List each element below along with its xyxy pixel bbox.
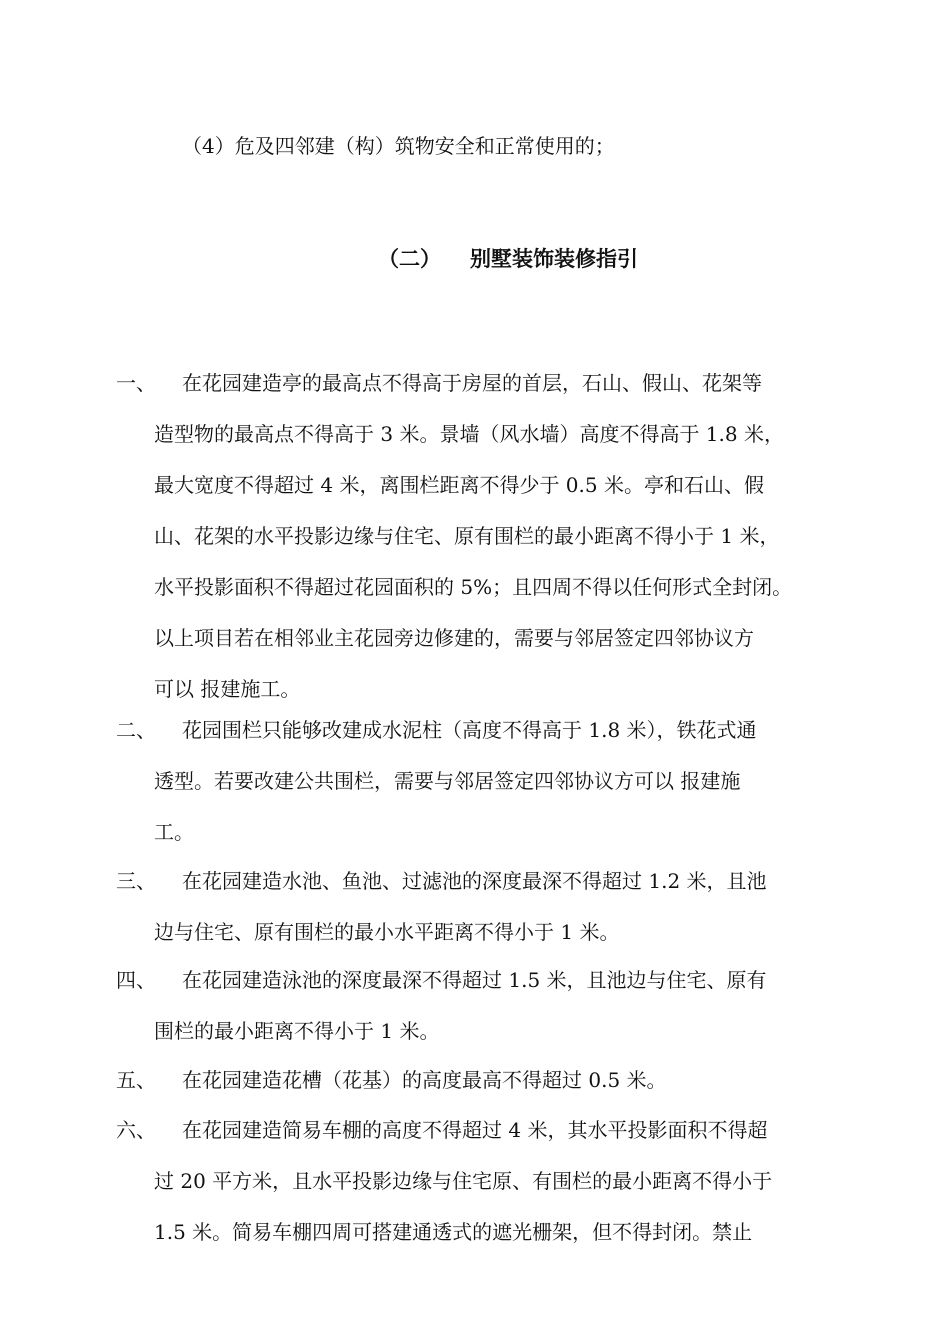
clause-line: 1.5 米。简易车棚四周可搭建通透式的遮光栅架，但不得封闭。禁止 [154,1220,753,1244]
clause-line: 造型物的最高点不得高于 3 米。景墙（风水墙）高度不得高于 1.8 米， [154,422,784,446]
clause-line: 可以 报建施工。 [154,677,301,701]
clause-line: 透型。若要改建公共围栏，需要与邻居签定四邻协议方可以 报建施 [154,769,741,793]
clause-line: 在花园建造水池、鱼池、过滤池的深度最深不得超过 1.2 米，且池 [182,869,767,893]
section-number: （二） [378,247,441,271]
clause-marker: 一、 [116,371,156,395]
clause-line: 花园围栏只能够改建成水泥柱（高度不得高于 1.8 米），铁花式通 [182,718,757,742]
clause-marker: 六、 [116,1118,156,1142]
clause-marker: 三、 [116,869,156,893]
clause-line: 在花园建造亭的最高点不得高于房屋的首层，石山、假山、花架等 [182,371,762,395]
section-title: 别墅装饰装修指引 [470,247,638,271]
clause-marker: 四、 [116,968,156,992]
clause-line: 在花园建造简易车棚的高度不得超过 4 米，其水平投影面积不得超 [182,1118,768,1142]
clause-line: 过 20 平方米，且水平投影边缘与住宅原、有围栏的最小距离不得小于 [154,1169,773,1193]
intro-item: （4）危及四邻建（构）筑物安全和正常使用的； [182,134,615,158]
clause-line: 在花园建造花槽（花基）的高度最高不得超过 0.5 米。 [182,1068,667,1092]
clause-line: 工。 [154,820,194,844]
clause-marker: 二、 [116,718,156,742]
clause-line: 边与住宅、原有围栏的最小水平距离不得小于 1 米。 [154,920,620,944]
clause-line: 水平投影面积不得超过花园面积的 5%；且四周不得以任何形式全封闭。 [154,575,793,599]
clause-line: 围栏的最小距离不得小于 1 米。 [154,1019,440,1043]
clause-line: 在花园建造泳池的深度最深不得超过 1.5 米，且池边与住宅、原有 [182,968,767,992]
clause-line: 最大宽度不得超过 4 米，离围栏距离不得少于 0.5 米。亭和石山、假 [154,473,764,497]
section-heading [378,244,638,274]
clause-line: 山、花架的水平投影边缘与住宅、原有围栏的最小距离不得小于 1 米， [154,524,780,548]
clause-marker: 五、 [116,1068,156,1092]
clause-line: 以上项目若在相邻业主花园旁边修建的，需要与邻居签定四邻协议方 [154,626,754,650]
